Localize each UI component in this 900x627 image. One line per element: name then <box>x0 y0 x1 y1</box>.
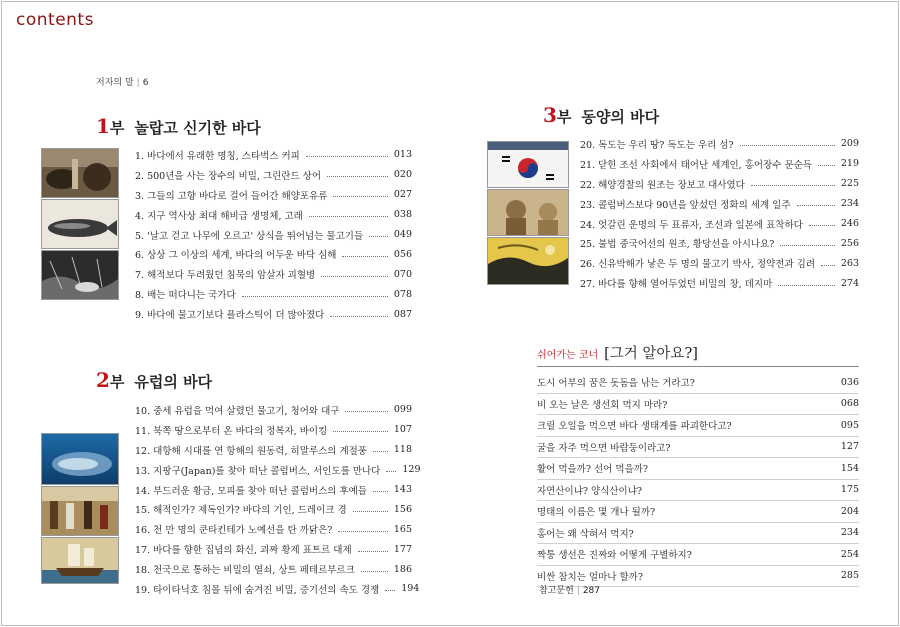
entry-title: 6. 상상 그 이상의 세계, 바다의 어두운 바닥 심해 <box>135 250 337 262</box>
starbucks-siren-illustration-icon <box>41 148 119 198</box>
entry-page: 256 <box>840 237 859 249</box>
part-suffix: 부 <box>556 108 572 126</box>
entry-page: 099 <box>393 404 412 416</box>
dot-leader <box>751 185 835 186</box>
entry-page: 225 <box>840 178 859 190</box>
toc-entry[interactable] <box>580 214 859 234</box>
quiz-entry[interactable] <box>537 523 859 545</box>
toc-entry[interactable] <box>135 244 412 264</box>
entry-page: 156 <box>393 503 412 515</box>
dot-leader <box>321 276 388 277</box>
entry-title: 19. 타이타닉호 침몰 뒤에 숨겨진 비밀, 증기선의 속도 경쟁 <box>135 584 380 596</box>
entry-title: 24. 엇갈린 운명의 두 표류자, 조선과 일본에 표착하다 <box>580 219 803 231</box>
entry-page: 095 <box>840 419 859 431</box>
dot-leader <box>342 256 387 257</box>
entry-page: 175 <box>840 484 859 496</box>
entry-title: 21. 닫힌 조선 사회에서 태어난 세계인, 홍어장수 문순득 <box>580 159 812 171</box>
entry-page: 038 <box>393 209 412 221</box>
entry-title: 18. 천국으로 통하는 비밀의 열쇠, 상트 페테르부르크 <box>135 565 355 577</box>
toc-entry[interactable] <box>135 499 412 519</box>
sailing-ship-painting-icon <box>41 537 119 584</box>
dot-leader <box>333 431 388 432</box>
entry-page: 049 <box>393 229 412 240</box>
dot-leader <box>361 571 388 572</box>
dot-leader <box>780 245 835 246</box>
part-2-heading <box>96 368 212 392</box>
toc-entry[interactable] <box>135 205 412 225</box>
part-1-toc <box>135 145 412 324</box>
entry-title: 26. 신유박해가 낳은 두 명의 물고기 박사, 정약전과 김려 <box>580 259 816 271</box>
entry-title: 활어 먹을까? 선어 먹을까? <box>537 464 649 476</box>
dot-leader <box>778 285 835 286</box>
toc-entry[interactable] <box>135 519 412 539</box>
entry-title: 17. 바다를 향한 집념의 화신, 괴짜 황제 표트르 대제 <box>135 545 352 557</box>
entry-title: 16. 천 만 명의 쿤타킨테가 노예선을 탄 까닭은? <box>135 525 333 537</box>
entry-title: 27. 바다를 향해 열어두었던 비밀의 창, 데지마 <box>580 279 773 291</box>
reference-page: 287 <box>582 586 601 596</box>
dot-leader <box>327 176 388 177</box>
dot-leader <box>333 196 387 197</box>
dot-leader <box>818 165 835 166</box>
part-number: 1 <box>96 114 110 138</box>
toc-entry[interactable] <box>135 225 412 245</box>
entry-title: 23. 콜럼버스보다 90년을 앞섰던 정화의 세계 일주 <box>580 199 791 211</box>
toc-entry[interactable] <box>135 185 412 205</box>
toc-entry[interactable] <box>135 539 412 559</box>
dot-leader <box>345 411 387 412</box>
toc-entry[interactable] <box>580 154 859 174</box>
entry-title: 14. 부드러운 황금, 모피를 찾아 떠난 콜럼버스의 후예들 <box>135 485 367 497</box>
dot-leader <box>353 511 388 512</box>
whale-engraving-icon <box>41 199 119 249</box>
entry-title: 5. '날고 걷고 나무에 오르고' 상식을 뛰어넘는 물고기들 <box>135 230 364 242</box>
entry-title: 2. 500년을 사는 장수의 비밀, 그린란드 상어 <box>135 170 321 182</box>
toc-entry[interactable] <box>580 194 859 214</box>
entry-title: 비싼 참치는 얼마나 할까? <box>537 571 643 583</box>
toc-entry[interactable] <box>135 480 412 500</box>
entry-page: 027 <box>393 189 412 201</box>
entry-page: 219 <box>840 158 859 170</box>
reference-label: 참고문헌 <box>539 586 574 596</box>
quiz-entry[interactable] <box>537 437 859 459</box>
entry-page: 165 <box>393 523 412 535</box>
dot-leader <box>385 590 395 591</box>
entry-page: 263 <box>840 257 859 269</box>
entry-title: 짝퉁 생선은 진짜와 어떻게 구별하지? <box>537 550 692 562</box>
quiz-entry[interactable] <box>537 415 859 437</box>
entry-page: 204 <box>840 505 859 517</box>
entry-title: 3. 그들의 고향 바다로 걸어 들어간 해양포유류 <box>135 190 328 202</box>
dot-leader <box>386 471 396 472</box>
part-3-heading <box>543 103 659 127</box>
entry-page: 087 <box>393 308 412 320</box>
part-title: 유럽의 바다 <box>134 373 213 391</box>
entry-title: 12. 대항해 시대를 연 항해의 원동력, 히말루스의 계절풍 <box>135 445 367 457</box>
corner-title: [그거 알아요?] <box>604 346 698 362</box>
toc-entry[interactable] <box>135 264 412 284</box>
entry-title: 25. 불법 중국어선의 원조, 황당선을 아시나요? <box>580 239 775 251</box>
toc-entry[interactable] <box>135 579 420 599</box>
entry-title: 8. 배는 떠다니는 국가다 <box>135 290 236 302</box>
part-title: 놀랍고 신기한 바다 <box>134 119 261 137</box>
toc-entry[interactable] <box>135 284 412 304</box>
entry-page: 107 <box>393 424 412 436</box>
deep-sea-engraving-icon <box>41 250 119 300</box>
entry-title: 홍어는 왜 삭혀서 먹지? <box>537 528 634 540</box>
dot-leader <box>373 491 388 492</box>
preface-separator: | <box>136 78 140 88</box>
entry-title: 1. 바다에서 유래한 명칭, 스타벅스 커피 <box>135 150 300 162</box>
quiz-entry[interactable] <box>537 372 859 394</box>
entry-page: 254 <box>840 548 859 560</box>
asian-statue-photo-icon <box>487 189 569 236</box>
part-suffix: 부 <box>109 119 125 137</box>
part-number: 2 <box>96 368 110 392</box>
toc-entry[interactable] <box>135 440 412 460</box>
part-number: 3 <box>543 103 557 127</box>
entry-page: 246 <box>840 218 859 229</box>
toc-entry[interactable] <box>135 460 421 480</box>
toc-entry[interactable] <box>135 145 412 165</box>
toc-entry[interactable] <box>135 304 412 324</box>
entry-title: 11. 북쪽 땅으로부터 온 바다의 정복자, 바이킹 <box>135 425 328 437</box>
entry-page: 274 <box>840 277 859 289</box>
entry-title: 20. 독도는 우리 땅? 독도는 우리 섬? <box>580 139 734 151</box>
entry-title: 7. 해적보다 두려웠던 침묵의 암살자 괴혈병 <box>135 270 316 282</box>
dot-leader <box>306 156 388 157</box>
dot-leader <box>369 236 388 237</box>
entry-page: 177 <box>393 543 412 555</box>
toc-entry[interactable] <box>135 165 412 185</box>
part-title: 동양의 바다 <box>581 108 660 126</box>
toc-entry[interactable] <box>580 273 859 293</box>
entry-title: 13. 지팡구(Japan)를 찾아 떠난 콜럼버스, 서인도를 만나다 <box>135 465 381 477</box>
entry-title: 15. 해적인가? 제독인가? 바다의 기인, 드레이크 경 <box>135 505 347 517</box>
preface-entry[interactable] <box>96 75 148 88</box>
toc-entry[interactable] <box>580 174 859 194</box>
entry-page: 036 <box>840 376 859 388</box>
entry-title: 굴을 자주 먹으면 바람둥이라고? <box>537 442 671 454</box>
dot-leader <box>242 296 388 297</box>
dot-leader <box>809 225 835 226</box>
entry-title: 도시 어부의 꿈은 돗돔을 낚는 거라고? <box>537 378 695 390</box>
explorers-painting-icon <box>41 486 119 536</box>
part-suffix: 부 <box>109 373 125 391</box>
entry-page: 013 <box>393 149 412 161</box>
toc-entry[interactable] <box>580 134 859 154</box>
reference-entry[interactable] <box>539 583 600 596</box>
quiz-entry[interactable] <box>537 458 859 480</box>
dot-leader <box>797 205 835 206</box>
part-3-toc <box>580 134 859 293</box>
entry-page: 020 <box>393 169 412 181</box>
part-1-heading <box>96 114 261 138</box>
entry-page: 068 <box>840 398 859 410</box>
quiz-corner-heading <box>537 342 698 363</box>
corner-divider <box>537 366 859 367</box>
entry-page: 143 <box>393 484 412 495</box>
toc-entry[interactable] <box>135 420 412 440</box>
dot-leader <box>338 531 388 532</box>
quiz-entry[interactable] <box>537 501 859 523</box>
preface-page: 6 <box>142 78 149 88</box>
entry-title: 비 오는 날은 생선회 먹지 마라? <box>537 399 668 411</box>
dot-leader <box>740 145 835 146</box>
entry-page: 070 <box>393 268 412 280</box>
entry-page: 186 <box>393 563 412 575</box>
contents-heading: contents <box>16 10 94 30</box>
dot-leader <box>309 216 388 217</box>
entry-page: 129 <box>402 464 421 476</box>
toc-entry[interactable] <box>135 400 412 420</box>
quiz-entry[interactable] <box>537 544 859 566</box>
asian-painting-icon <box>487 237 569 285</box>
quiz-entry[interactable] <box>537 480 859 502</box>
entry-title: 9. 바다에 물고기보다 플라스틱이 더 많아졌다 <box>135 310 325 322</box>
corner-label: 쉬어가는 코너 <box>537 350 599 361</box>
entry-title: 명태의 이름은 몇 개나 될까? <box>537 507 656 519</box>
entry-page: 194 <box>401 583 420 595</box>
dot-leader <box>821 265 835 266</box>
entry-page: 285 <box>840 570 859 582</box>
korean-flag-icon <box>487 141 569 188</box>
reference-separator: | <box>576 586 580 596</box>
entry-page: 056 <box>393 248 412 260</box>
part-2-toc <box>135 400 421 599</box>
entry-page: 234 <box>840 198 859 210</box>
toc-entry[interactable] <box>580 253 859 273</box>
entry-title: 22. 해양경찰의 원조는 장보고 대사였다 <box>580 179 745 191</box>
entry-title: 크릴 오일을 먹으면 바다 생태계를 파괴한다고? <box>537 421 732 433</box>
dot-leader <box>373 451 388 452</box>
entry-page: 127 <box>840 441 859 453</box>
preface-label: 저자의 말 <box>96 78 134 88</box>
entry-title: 자연산이냐? 양식산이냐? <box>537 485 642 497</box>
dot-leader <box>358 551 388 552</box>
quiz-corner-list <box>537 372 859 587</box>
entry-page: 154 <box>840 462 859 474</box>
entry-title: 10. 중세 유럽을 먹여 살렸던 물고기, 청어와 대구 <box>135 405 340 417</box>
entry-page: 078 <box>393 288 412 300</box>
entry-page: 209 <box>840 138 859 150</box>
quiz-entry[interactable] <box>537 394 859 416</box>
toc-entry[interactable] <box>135 559 412 579</box>
entry-page: 118 <box>393 444 412 456</box>
entry-page: 234 <box>840 527 859 539</box>
toc-entry[interactable] <box>580 233 859 253</box>
fish-school-photo-icon <box>41 433 119 485</box>
entry-title: 4. 지구 역사상 최대 해비급 생명체, 고래 <box>135 210 303 222</box>
dot-leader <box>330 316 388 317</box>
